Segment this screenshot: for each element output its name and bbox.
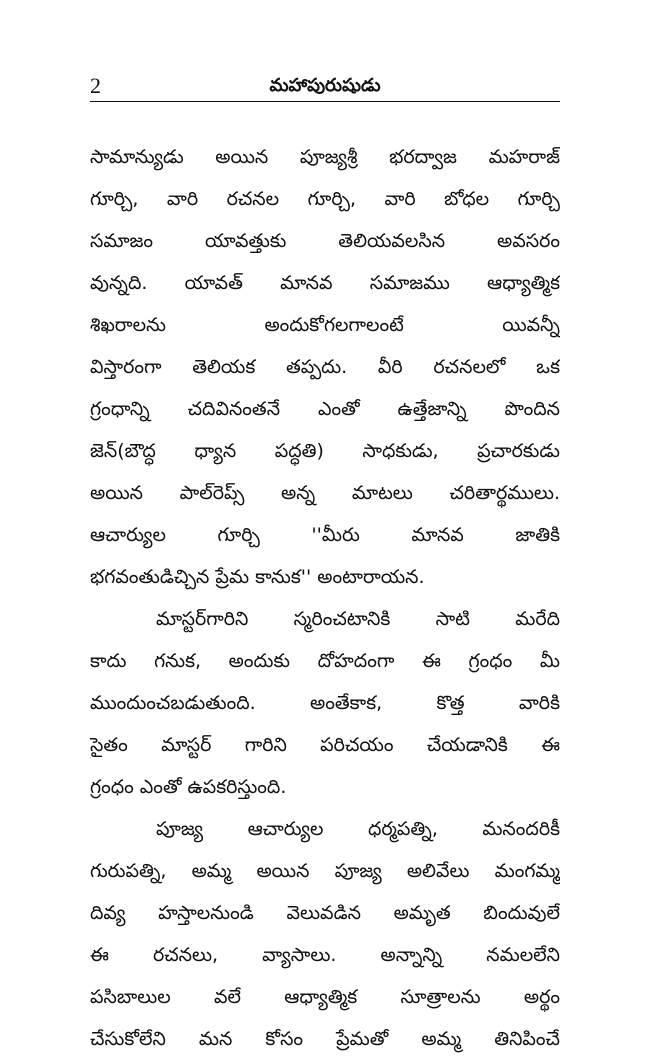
text-line: ముందుంచబడుతుంది. అంతేకాక, కొత్త వారికి [90, 692, 560, 714]
paragraph-3 [90, 808, 560, 1060]
paragraph-2 [90, 598, 560, 808]
text-line: భగవంతుడిచ్చిన ప్రేమ కానుక'' అంటారాయన. [90, 566, 425, 588]
text-line: సైతం మాస్టర్ గారిని పరిచయం చేయడానికి ఈ [90, 734, 560, 756]
text-line: సమాజం యావత్తుకు తెలియవలసిన అవసరం [90, 230, 560, 252]
text-line: శిఖరాలను అందుకోగలగాలంటే యివన్నీ [90, 314, 560, 336]
page-number: 2 [90, 73, 101, 98]
running-title: మహాపురుషుడు [269, 75, 381, 96]
text-line: విస్తారంగా తెలియక తప్పదు. వీరి రచనలలో ఒక [90, 356, 560, 378]
text-line: పసిబాలుల వలే ఆధ్యాత్మిక సూత్రాలను అర్థం [90, 986, 560, 1008]
header-rule [90, 101, 560, 102]
text-line: ఆచార్యుల గూర్చి ''మీరు మానవ జాతికి [90, 524, 560, 546]
text-line: గురుపత్ని, అమ్మ అయిన పూజ్య అలివేలు మంగమ్మ [90, 860, 560, 882]
text-line: పూజ్య ఆచార్యుల ధర్మపత్ని, మనందరికీ [156, 818, 560, 840]
text-line: దివ్య హస్తాలనుండి వెలువడిన అమృత బిందువులే [90, 902, 560, 924]
text-line: గ్రంధం ఎంతో ఉపకరిస్తుంది. [90, 776, 287, 798]
text-line: ఈ రచనలు, వ్యాసాలు. అన్నాన్ని నమలలేని [90, 944, 560, 966]
text-line: మాస్టర్‌గారిని స్మరించటానికి సాటి మరేది [156, 608, 560, 630]
text-line: సామాన్యుడు అయిన పూజ్యశ్రీ భరద్వాజ మహరాజ్ [90, 146, 560, 168]
text-line: అయిన పాల్‌రెప్స్ అన్న మాటలు చరితార్థములు. [90, 482, 560, 504]
text-line: గ్రంధాన్ని చదివినంతనే ఎంతో ఉత్తేజాన్ని పొందిన [90, 398, 560, 420]
text-line: వున్నది. యావత్ మానవ సమాజము ఆధ్యాత్మిక [90, 272, 560, 294]
running-header [90, 72, 560, 102]
text-line: కాదు గనుక, అందుకు దోహదంగా ఈ గ్రంధం మీ [90, 650, 560, 672]
text-line: గూర్చి, వారి రచనల గూర్చి, వారి బోధల గూర్చి [90, 188, 560, 210]
text-line: చేసుకోలేని మన కోసం ప్రేమతో అమ్మ తినిపించే [90, 1028, 560, 1050]
body-text [90, 136, 560, 1060]
text-line: జెన్(బౌద్ధ ధ్యాన పద్ధతి) సాధకుడు, ప్రచారకుడు [90, 440, 560, 462]
paragraph-1 [90, 136, 560, 598]
